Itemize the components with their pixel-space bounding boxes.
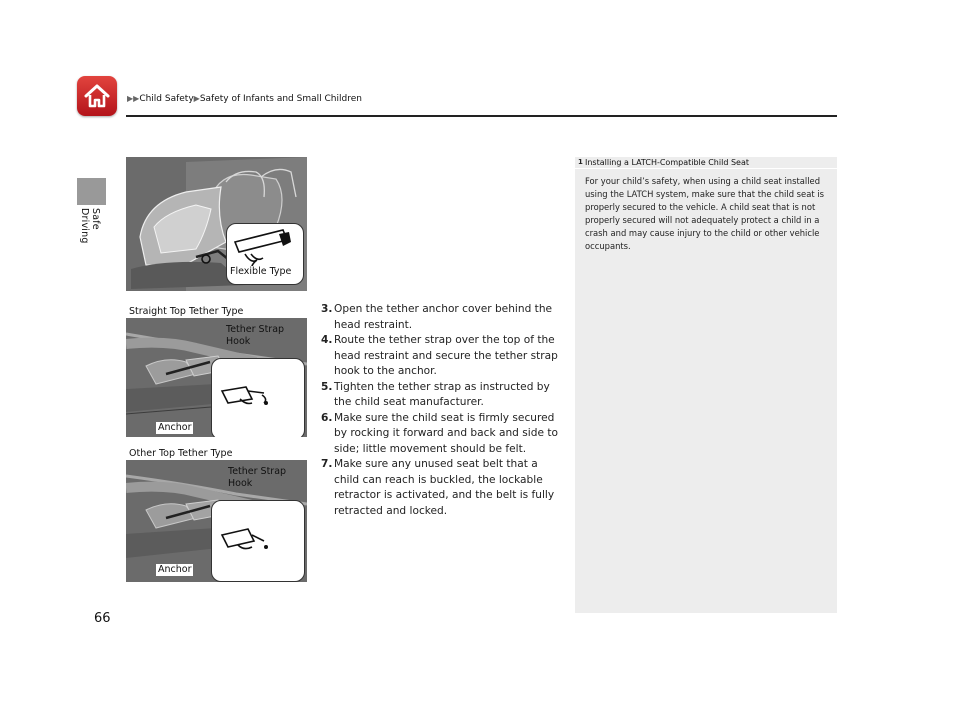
other-tether-hook-label-line2: Hook: [228, 478, 253, 489]
section-tab-label: Safe Driving: [79, 208, 101, 244]
other-tether-illustration: [126, 446, 307, 582]
straight-tether-hook-label: [224, 324, 286, 348]
step-text: Make sure the child seat is firmly secured by rocking it forward and back and side to side; little movement should be felt.: [334, 411, 558, 455]
header-divider: [126, 115, 837, 117]
instruction-step: [321, 333, 561, 380]
other-tether-hook-label: [226, 466, 288, 490]
breadcrumb: [127, 94, 362, 104]
instruction-step: [321, 302, 561, 333]
straight-tether-caption: Straight Top Tether Type: [129, 306, 244, 317]
step-text: Make sure any unused seat belt that a child can reach is buckled, the lockable retractor is activated, and the belt is fully retracted and locked.: [334, 458, 555, 517]
straight-tether-illustration: [126, 304, 307, 437]
flexible-type-label: Flexible Type: [230, 266, 292, 277]
other-tether-caption: Other Top Tether Type: [129, 448, 233, 459]
breadcrumb-link-child-safety[interactable]: Child Safety: [139, 94, 194, 104]
flexible-type-illustration: [126, 157, 307, 291]
note-title: Installing a LATCH-Compatible Child Seat: [585, 158, 749, 167]
instruction-step: [321, 457, 561, 519]
breadcrumb-arrow: ▶▶: [127, 94, 140, 103]
step-number: 3.: [321, 303, 333, 315]
step-text: Route the tether strap over the top of the head restraint and secure the tether strap hook to the anchor.: [334, 334, 558, 377]
instruction-step: [321, 380, 561, 411]
step-number: 4.: [321, 334, 333, 346]
step-number: 6.: [321, 411, 333, 424]
step-text: Tighten the tether strap as instructed by the child seat manufacturer.: [334, 380, 550, 408]
home-icon: [83, 82, 111, 110]
instruction-steps: [321, 302, 561, 519]
home-button[interactable]: [77, 76, 117, 116]
straight-tether-anchor-label: Anchor: [158, 422, 192, 433]
straight-tether-inset: [211, 358, 305, 437]
step-number: 7.: [321, 458, 333, 470]
note-body: For your child’s safety, when using a child seat installed using the LATCH system, make sure that the child seat is properly secured to the vehicle. A child seat that is not properly secured will not adequately protect a child in a crash and may cause injury to the child or other vehicle occupants.: [585, 176, 824, 252]
straight-tether-hook-label-line1: Tether Strap: [226, 324, 285, 335]
breadcrumb-separator: ▶: [193, 94, 200, 103]
section-tab-marker: [77, 178, 106, 205]
straight-tether-hook-label-line2: Hook: [226, 336, 251, 347]
breadcrumb-current: Safety of Infants and Small Children: [199, 94, 362, 104]
note-panel: [575, 157, 837, 613]
step-number: 5.: [321, 380, 333, 393]
note-marker-icon: 1: [578, 158, 583, 166]
page-number: 66: [94, 611, 111, 626]
instruction-step: [321, 411, 561, 458]
step-text: Open the tether anchor cover behind the head restraint.: [334, 303, 553, 331]
other-tether-anchor-label: Anchor: [158, 564, 192, 575]
other-tether-inset: [211, 500, 305, 582]
other-tether-hook-label-line1: Tether Strap: [228, 466, 287, 477]
note-title-divider: [575, 168, 837, 169]
